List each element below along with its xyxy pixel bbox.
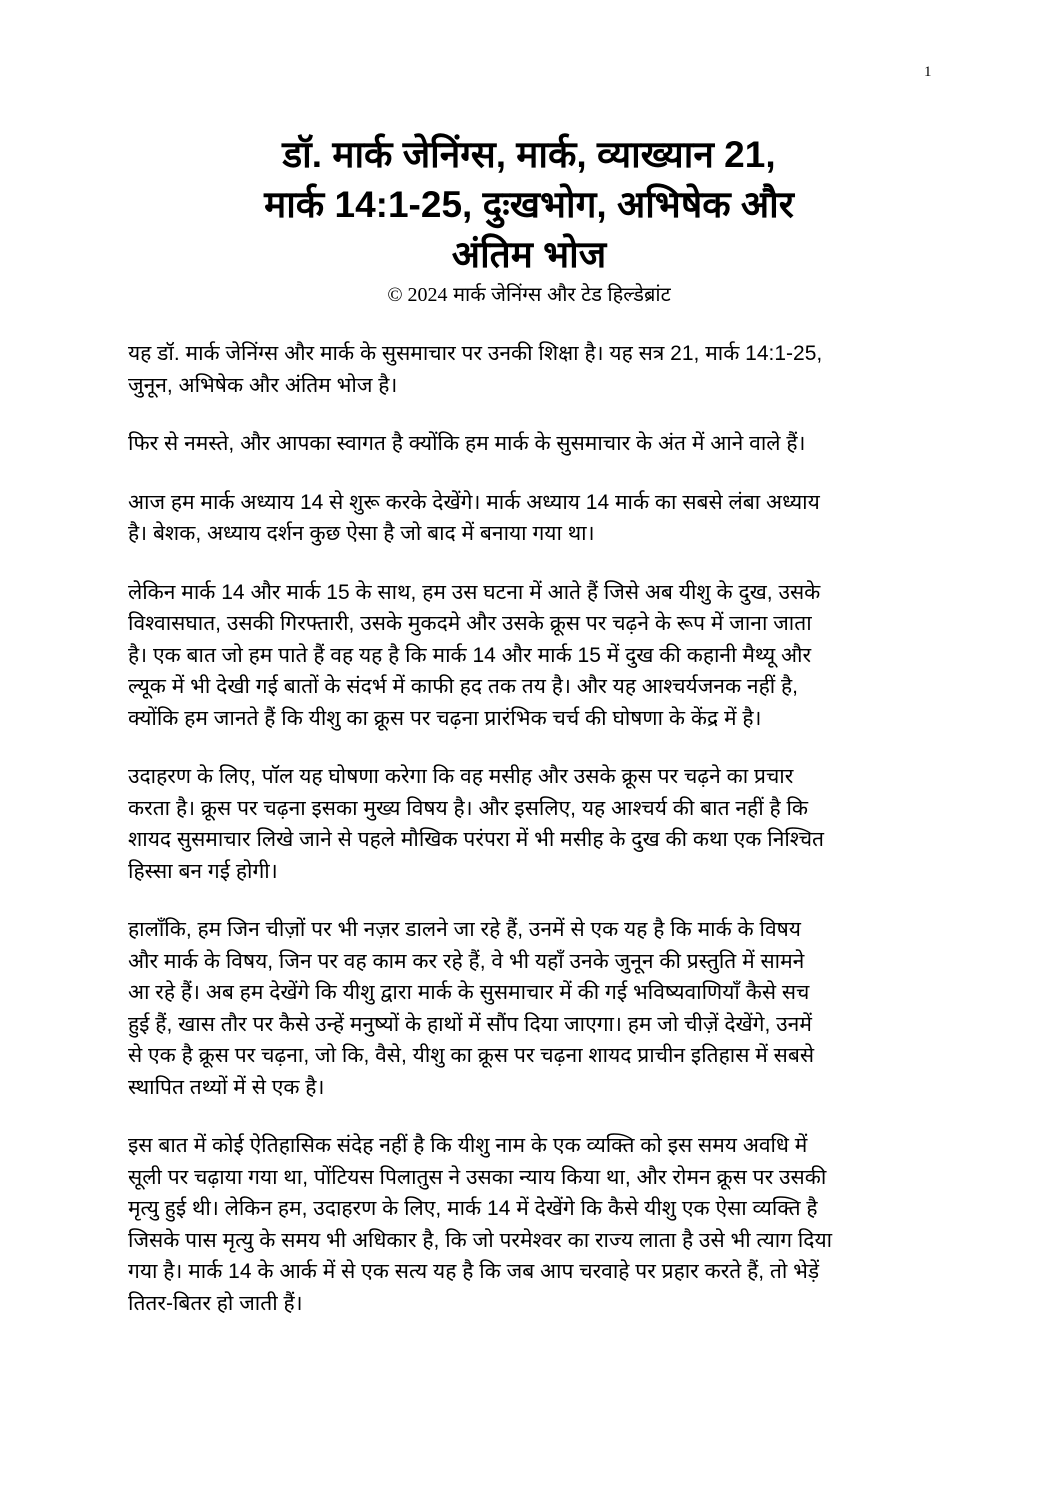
paragraph-line: और मार्क के विषय, जिन पर वह काम कर रहे हैं, वे भी यहाँ उनके जुनून की प्रस्तुति में सामने xyxy=(128,949,805,973)
page-number: 1 xyxy=(924,64,932,80)
paragraph-line: जुनून, अभिषेक और अंतिम भोज है। xyxy=(128,373,398,397)
paragraph-line: तितर-बितर हो जाती हैं। xyxy=(128,1291,303,1315)
paragraph-line: ल्यूक में भी देखी गई बातों के संदर्भ में काफी हद तक तय है। और यह आश्चर्यजनक नहीं है, xyxy=(128,675,798,698)
paragraph-line: क्योंकि हम जानते हैं कि यीशु का क्रूस पर चढ़ना प्रारंभिक चर्च की घोषणा के केंद्र में है। xyxy=(128,706,762,730)
paragraph xyxy=(128,761,928,887)
title-line: मार्क 14:1-25, दुःखभोग, अभिषेक और xyxy=(264,184,794,225)
paragraph xyxy=(128,428,928,460)
paragraph-line: यह डॉ. मार्क जेनिंग्स और मार्क के सुसमाचार पर उनकी शिक्षा है। यह सत्र 21, मार्क 14:1-25, xyxy=(128,342,823,365)
paragraph xyxy=(128,338,928,401)
document-title xyxy=(0,130,1058,280)
paragraph-line: लेकिन मार्क 14 और मार्क 15 के साथ, हम उस घटना में आते हैं जिसे अब यीशु के दुख, उसके xyxy=(128,580,821,604)
paragraph-line: उदाहरण के लिए, पॉल यह घोषणा करेगा कि वह मसीह और उसके क्रूस पर चढ़ने का प्रचार xyxy=(128,765,794,788)
paragraph-line: विश्वासघात, उसकी गिरफ्तारी, उसके मुकदमे और उसके क्रूस पर चढ़ने के रूप में जाना जाता xyxy=(128,612,812,635)
paragraph-line: जिसके पास मृत्यु के समय भी अधिकार है, कि जो परमेश्वर का राज्य लाता है उसे भी त्याग दिया xyxy=(128,1228,833,1252)
paragraph-line: से एक है क्रूस पर चढ़ना, जो कि, वैसे, यीशु का क्रूस पर चढ़ना शायद प्राचीन इतिहास में सबसे xyxy=(128,1044,815,1067)
paragraph-line: आ रहे हैं। अब हम देखेंगे कि यीशु द्वारा मार्क के सुसमाचार में की गई भविष्यवाणियाँ कैसे सच xyxy=(128,981,810,1004)
paragraph xyxy=(128,487,928,550)
paragraph-line: फिर से नमस्ते, और आपका स्वागत है क्योंकि हम मार्क के सुसमाचार के अंत में आने वाले हैं। xyxy=(128,432,806,455)
paragraph-line: है। एक बात जो हम पाते हैं वह यह है कि मार्क 14 और मार्क 15 में दुख की कहानी मैथ्यू और xyxy=(128,643,812,667)
title-line: डॉ. मार्क जेनिंग्स, मार्क, व्याख्यान 21, xyxy=(282,134,776,175)
paragraph-line: करता है। क्रूस पर चढ़ना इसका मुख्य विषय है। और इसलिए, यह आश्चर्य की बात नहीं है कि xyxy=(128,796,809,820)
document-body xyxy=(128,338,928,1346)
paragraph-line: सूली पर चढ़ाया गया था, पोंटियस पिलातुस ने उसका न्याय किया था, और रोमन क्रूस पर उसकी xyxy=(128,1165,827,1189)
copyright-line xyxy=(0,282,1058,308)
paragraph xyxy=(128,577,928,735)
paragraph-line: है। बेशक, अध्याय दर्शन कुछ ऐसा है जो बाद में बनाया गया था। xyxy=(128,522,595,545)
paragraph-line: हुई हैं, खास तौर पर कैसे उन्हें मनुष्यों के हाथों में सौंप दिया जाएगा। हम जो चीज़ें देखेंगे, उनमें xyxy=(128,1012,812,1036)
title-line: अंतिम भोज xyxy=(451,234,607,275)
copyright-authors: मार्क जेनिंग्स और टेड हिल्डेब्रांट xyxy=(453,284,671,306)
paragraph-line: हालाँकि, हम जिन चीज़ों पर भी नज़र डालने जा रहे हैं, उनमें से एक यह है कि मार्क के विषय xyxy=(128,918,801,941)
paragraph-line: आज हम मार्क अध्याय 14 से शुरू करके देखेंगे। मार्क अध्याय 14 मार्क का सबसे लंबा अध्याय xyxy=(128,490,820,514)
paragraph xyxy=(128,1130,928,1319)
paragraph-line: मृत्यु हुई थी। लेकिन हम, उदाहरण के लिए, मार्क 14 में देखेंगे कि कैसे यीशु एक ऐसा व्यक्ति है xyxy=(128,1197,818,1220)
paragraph-line: गया है। मार्क 14 के आर्क में से एक सत्य यह है कि जब आप चरवाहे पर प्रहार करते हैं, तो भेड़ें xyxy=(128,1260,820,1283)
paragraph-line: शायद सुसमाचार लिखे जाने से पहले मौखिक परंपरा में भी मसीह के दुख की कथा एक निश्चित xyxy=(128,828,825,851)
paragraph-line: स्थापित तथ्यों में से एक है। xyxy=(128,1075,325,1099)
paragraph xyxy=(128,914,928,1103)
paragraph-line: इस बात में कोई ऐतिहासिक संदेह नहीं है कि यीशु नाम के एक व्यक्ति को इस समय अवधि में xyxy=(128,1134,808,1157)
copyright-year: © 2024 xyxy=(387,284,448,306)
paragraph-line: हिस्सा बन गई होगी। xyxy=(128,859,278,883)
